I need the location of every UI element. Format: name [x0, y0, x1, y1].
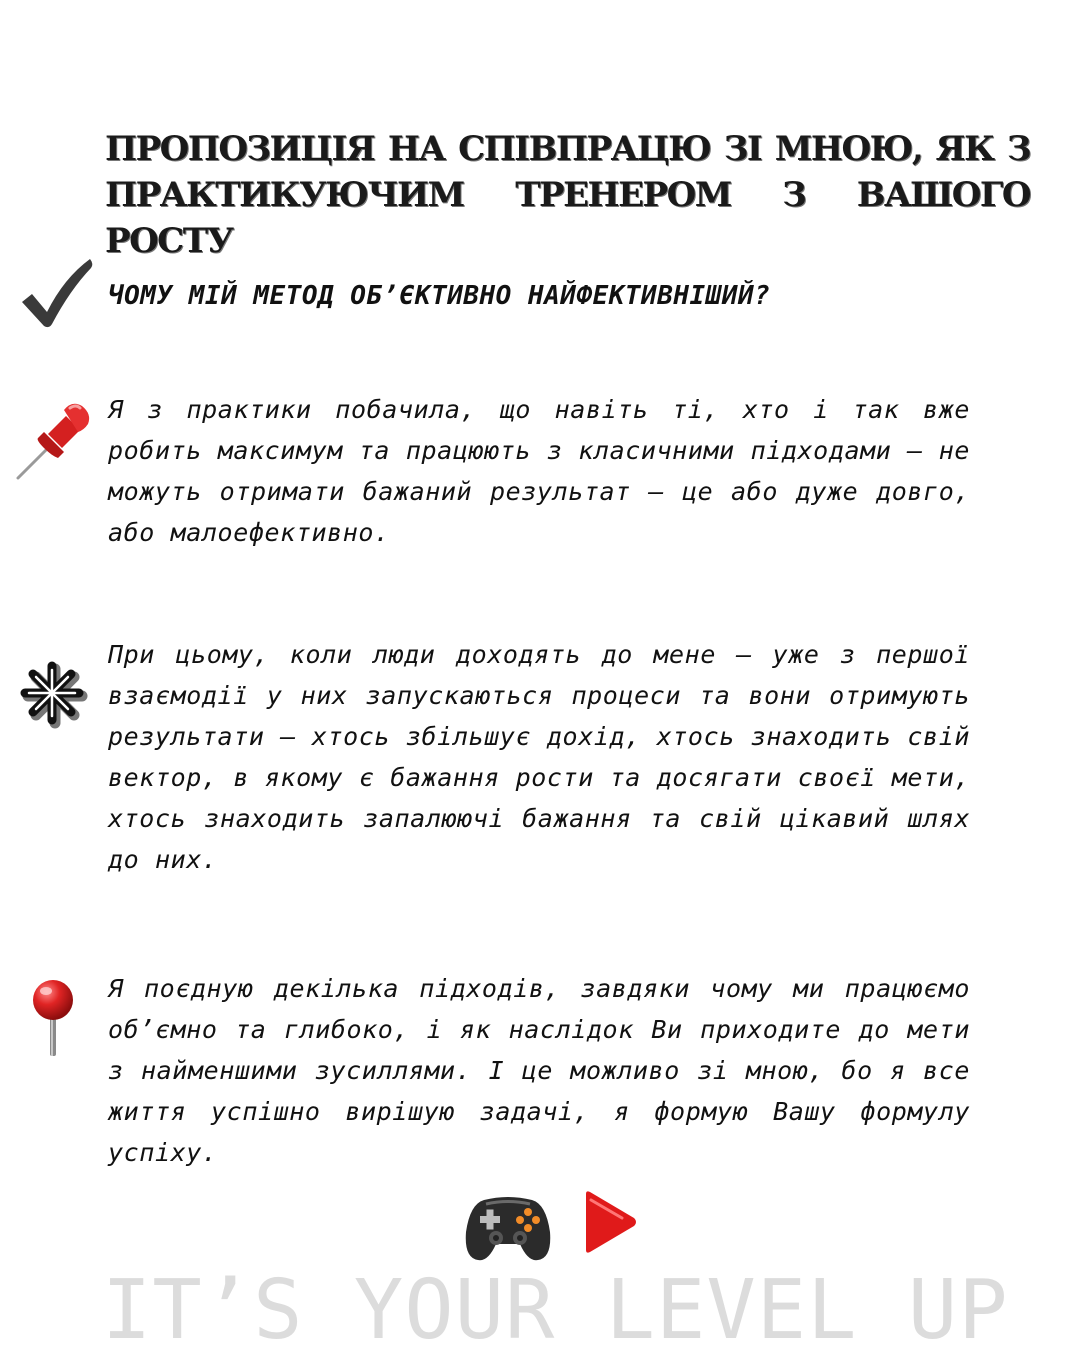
pushpin-icon — [14, 396, 100, 487]
title-line-1: ПРОПОЗИЦІЯ НА СПІВПРАЦЮ ЗІ МНОЮ, ЯК З — [105, 129, 1030, 169]
play-icon — [582, 1190, 638, 1259]
title-line-2: ПРАКТИКУЮЧИМ ТРЕНЕРОМ З ВАШОГО РОСТУ — [105, 175, 1030, 261]
footer-slogan: IT’S YOUR LEVEL UP — [102, 1263, 1009, 1350]
gamepad-icon — [464, 1188, 552, 1271]
paragraph-2: При цьому, коли люди доходять до мене – уже з першої взаємодії у них запускаються процеси та вони отримують результати – хтось збільшує дохід, хтось знаходить свій вектор, в якому є бажання рости та досягати своєї мети, хтось знаходить запалюючі бажання та свій цікавий шлях до них. — [108, 640, 970, 874]
check-icon — [18, 256, 96, 337]
round-pin-icon — [30, 978, 78, 1063]
paragraph-3: Я поєдную декілька підходів, завдяки чому ми працюємо об’ємно та глибоко, і як наслідок Ви приходите до мети з найменшими зусиллями. І це можливо зі мною, бо я все життя успішно вирішую задачі, я формую Вашу формулу успіху. — [108, 974, 970, 1167]
page-title — [105, 126, 1030, 264]
subtitle: ЧОМУ МІЙ МЕТОД ОБ’ЄКТИВНО НАЙФЕКТИВНІШИЙ? — [108, 281, 771, 311]
paragraph-1: Я з практики побачила, що навіть ті, хто і так вже робить максимум та працюють з класичними підходами – не можуть отримати бажаний результат – це або дуже довго, або малоефективно. — [108, 395, 970, 547]
asterisk-icon — [17, 660, 91, 735]
